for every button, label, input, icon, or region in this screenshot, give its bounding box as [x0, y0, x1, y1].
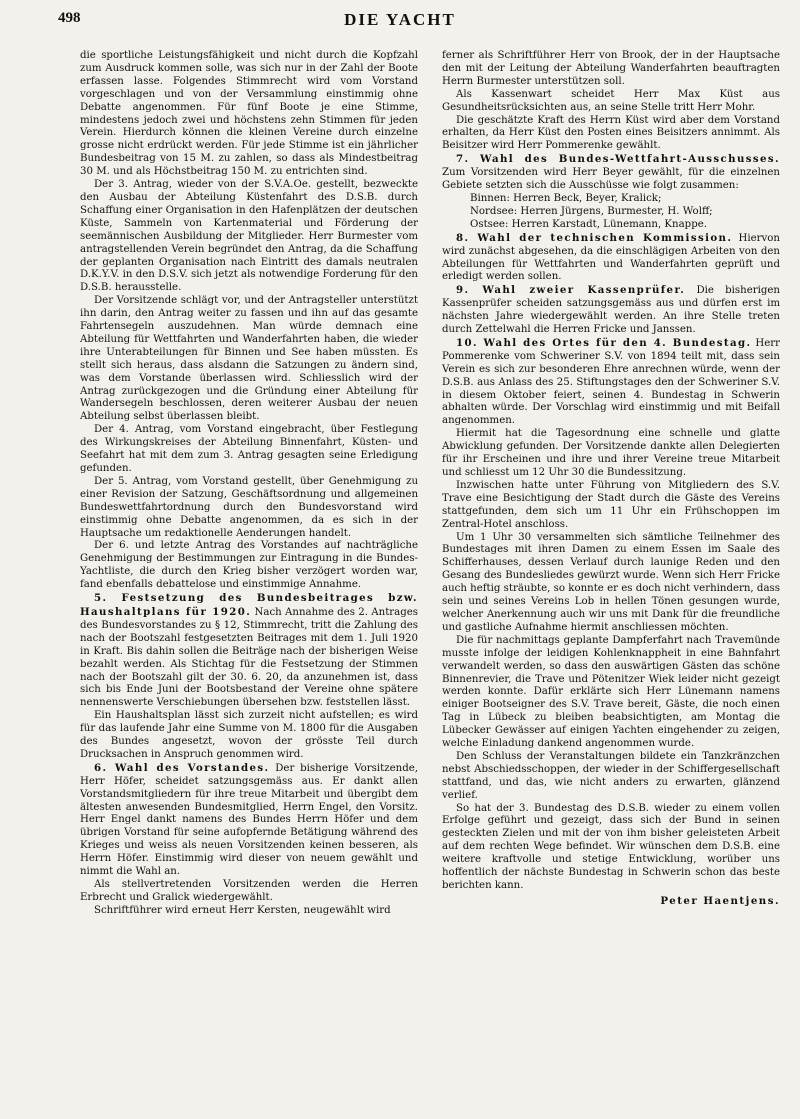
paragraph-text: Der 6. und letzte Antrag des Vorstandes auf nachträgliche Genehmigung der Bestimmungen zur Eintragung in die Bundes-Yachtliste, die durch den Krieg bisher verzögert worden war, fand ebenfalls debattelose und einstimmige Annahme. — [80, 540, 418, 591]
paragraph-text: Ein Haushaltsplan lässt sich zurzeit nicht aufstellen; es wird für das laufende Jahr eine Summe von M. 1800 für die Ausgaben des Bundes angesetzt, wovon der grösste Teil durch Drucksachen in Anspruch genommen wird. — [80, 710, 418, 760]
section-heading: 10. Wahl des Ortes für den 4. Bundestag. — [456, 336, 752, 349]
paragraph-text: Der bisherige Vorsitzende, Herr Höfer, scheidet satzungsgemäss aus. Er dankt allen Vorstandsmitgliedern für ihre treue Mitarbeit und übergibt dem ältesten anwesenden Bundesmitglied, Herrn Engel, den Vorsitz. Herr Engel dankt namens des Bundes Herrn Höfer und dem übrigen Vorstand für seine aufopfernde Betätigung während des Krieges und weiss als neuen Vorsitzenden keinen besseren, als Herrn Höfer. Einstimmig wird dieser von neuem gewählt und nimmt die Wahl an. — [80, 762, 418, 878]
section-heading: 9. Wahl zweier Kassenprüfer. — [456, 284, 686, 297]
paragraph — [80, 50, 418, 179]
paragraph-text: Schriftführer wird erneut Herr Kersten, neugewählt wird — [94, 904, 391, 916]
committee-members: Herren Karstadt, Lünemann, Knappe. — [511, 218, 707, 230]
paragraph-text: Nach Annahme des 2. Antrages des Bundesvorstandes zu § 12, Stimmrecht, tritt die Zahlung des nach der Bootszahl festgesetzten Beitrages mit dem 1. Juli 1920 in Kraft. Bis dahin sollen die Beiträge nach der bisherigen Weise bezahlt werden. Als Stichtag für die Festsetzung der Stimmen nach der Bootszahl gilt der 30. 6. 20, da anzunehmen ist, dass sich bis Ende Juni der Bootsbestand der Vereine ohne spätere nennenswerte Verschiebungen übersehen bzw. feststellen lässt. — [80, 606, 419, 709]
paragraph — [80, 540, 418, 592]
committee-members: Herren Beck, Beyer, Kralick; — [513, 192, 662, 204]
committee-entry — [442, 219, 780, 232]
paragraph-text: Herr Pommerenke vom Schweriner S.V. von 1894 teilt mit, dass sein Verein es sich zur besonderen Ehre anrechnen würde, wenn der D.S.B. aus Anlass des 25. Stiftungstages den der Schweriner S.V. in diesem Oktober feiert, seinen 4. Bundestag in Schwerin abhalten würde. Der Vorschlag wird einstimmig und mit Beifall angenommen. — [442, 337, 780, 427]
committee-region: Ostsee: — [470, 218, 509, 230]
paragraph — [442, 532, 780, 635]
paragraph — [80, 424, 418, 476]
paragraph-text: ferner als Schriftführer Herr von Brook, der in der Hauptsache den mit der Leitung der Abteilung Wanderfahrten beauftragten Herrn Burmester unterstützen soll. — [442, 50, 780, 87]
paragraph — [442, 751, 780, 803]
committee-members: Herren Jürgens, Burmester, H. Wolff; — [520, 205, 713, 217]
paragraph-text: Zum Vorsitzenden wird Herr Beyer gewählt, für die einzelnen Gebiete setzten sich die Ausschüsse wie folgt zusammen: — [442, 167, 780, 192]
section-heading: 7. Wahl des Bundes-Wettfahrt-Ausschusses. — [456, 153, 780, 166]
paragraph — [442, 115, 780, 154]
paragraph-text: Der 3. Antrag, wieder von der S.V.A.Oe. gestellt, bezweckte den Ausbau der Abteilung Küstenfahrt des D.S.B. durch Schaffung einer Organisation in den Hafenplätzen der deutschen Küste, Sammeln von Kartenmaterial und Förderung der seemännischen Ausbildung der Mitglieder. Herr Burmester vom antragstellenden Verein begründet den Antrag, da die Schaffung der geplanten Organisation nach Eintritt des damals neutralen D.K.Y.V. in den D.S.V. sich jetzt als notwendige Forderung für den D.S.B. herausstelle. — [80, 179, 418, 294]
paragraph-text: Der 5. Antrag, vom Vorstand gestellt, über Genehmigung zu einer Revision der Satzung, Geschäftsordnung und allgemeinen Bundeswettfahrtordnung durch den Bundesvorstand wird einstimmig ohne Debatte angenommen, da es sich in der Hauptsache um redaktionelle Aenderungen handelt. — [80, 475, 418, 539]
paragraph — [442, 428, 780, 480]
paragraph — [80, 879, 418, 905]
paragraph — [80, 905, 418, 918]
paragraph — [80, 295, 418, 424]
paragraph — [442, 635, 780, 751]
paragraph-text: Hiermit hat die Tagesordnung eine schnelle und glatte Abwicklung gefunden. Der Vorsitzende dankte allen Delegierten für ihr Erscheinen und ihre und ihrer Vereine treue Mitarbeit und schliesst um 12 Uhr 30 die Bundessitzung. — [442, 428, 780, 478]
paragraph-text: die sportliche Leistungsfähigkeit und nicht durch die Kopfzahl zum Ausdruck kommen solle, was sich nur in der Zahl der Boote erfassen lasse. Folgendes Stimmrecht wird vom Vorstand vorgeschlagen und von der Versammlung einstimmig ohne Debatte angenommen. Für fünf Boote je eine Stimme, mindestens jedoch zwei und höchstens zehn Stimmen für jeden Verein. Hierdurch können die kleinen Vereine durch einzelne grosse nicht erdrückt werden. Für jede Stimme ist ein jährlicher Bundesbeitrag von 15 M. zu zahlen, so dass als Mindestbeitrag 30 M. und als Höchstbeitrag 150 M. zu entrichten sind. — [80, 50, 418, 178]
section-heading: 6. Wahl des Vorstandes. — [94, 761, 270, 774]
committee-entry — [442, 206, 780, 219]
paragraph — [442, 232, 780, 285]
right-column — [442, 50, 780, 908]
paragraph-text: Inzwischen hatte unter Führung von Mitgliedern des S.V. Trave eine Besichtigung der Stadt durch die Gäste des Vereins stattgefunden, dem sich um 11 Uhr ein Frühschoppen im Zentral-Hotel anschloss. — [442, 479, 780, 530]
paragraph — [442, 803, 780, 893]
paragraph-text: Die geschätzte Kraft des Herrn Küst wird aber dem Vorstand erhalten, da Herr Küst den Posten eines Beisitzers annimmt. Als Beisitzer wird Herr Pommerenke gewählt. — [442, 114, 780, 152]
left-column — [80, 50, 418, 918]
committee-list — [442, 193, 780, 232]
right-column-part-1 — [442, 50, 780, 193]
paragraph-text: Die für nachmittags geplante Dampferfahrt nach Travemünde musste infolge der leidigen Kohlenknappheit in eine Bahnfahrt verwandelt werden, so dass den auswärtigen Gästen das schöne Binnenrevier, die Trave und Pötenitzer Wiek leider nicht gezeigt werden konnte. Dafür erklärte sich Herr Lünemann namens einiger Bootseigner des S.V. Trave bereit, Gäste, die noch einen Tag in Lübeck zu bleiben beabsichtigten, am Montag die Lübecker Gewässer auf einigen Yachten eingehender zu zeigen, welche Einladung dankend angenommen wurde. — [442, 634, 780, 750]
paragraph-text: Als Kassenwart scheidet Herr Max Küst aus Gesundheitsrücksichten aus, an seine Stelle tritt Herr Mohr. — [442, 88, 780, 113]
committee-region: Nordsee: — [470, 205, 518, 217]
paragraph — [442, 480, 780, 532]
paragraph-text: So hat der 3. Bundestag des D.S.B. wieder zu einem vollen Erfolge geführt und gezeigt, dass sich der Bund in seinen gesteckten Zielen und mit der von ihm bisher geleisteten Arbeit auf dem rechten Wege befindet. Wir wünschen dem D.S.B. eine weitere kraftvolle und stetige Entwicklung, worüber uns hoffentlich der nächste Bundestag in Schwerin schon das beste berichten kann. — [442, 802, 780, 891]
paragraph-text: Der 4. Antrag, vom Vorstand eingebracht, über Festlegung des Wirkungskreises der Abteilung Binnenfahrt, Küsten- und Seefahrt hat mit dem zum 3. Antrag gesagten seine Erledigung gefunden. — [80, 424, 418, 474]
paragraph — [80, 762, 418, 879]
paragraph-text: Der Vorsitzende schlägt vor, und der Antragsteller unterstützt ihn darin, den Antrag weiter zu fassen und ihn auf das gesamte Fahrtensegeln auszudehnen. Man würde demnach eine Abteilung für Wettfahrten und Wanderfahrten haben, die wieder ihre Unterabteilungen für Binnen und See haben müssten. Es stellt sich heraus, dass alsdann die Satzungen zu ändern sind, was dem Vorstande überlassen wird. Schliesslich wird der Antrag zurückgezogen und die Gründung einer Abteilung für Wandersegeln beschlossen, deren weiterer Ausbau der neuen Abteilung selbst überlassen bleibt. — [80, 295, 418, 423]
paragraph — [80, 179, 418, 295]
page-number: 498 — [58, 10, 81, 26]
signature: Peter Haentjens. — [660, 894, 780, 907]
paragraph — [80, 476, 418, 541]
page-header: DIE YACHT — [344, 10, 456, 29]
right-column-part-2 — [442, 232, 780, 893]
paragraph — [80, 592, 418, 710]
paragraph — [442, 153, 780, 193]
committee-entry — [442, 193, 780, 206]
section-heading: 5. Festsetzung des Bundesbeitrages bzw. Haushaltplans für 1920. — [80, 592, 418, 618]
paragraph-text: Als stellvertretenden Vorsitzenden werden die Herren Erbrecht und Gralick wiedergewählt. — [80, 879, 418, 903]
committee-region: Binnen: — [470, 192, 510, 204]
paragraph — [442, 50, 780, 89]
paragraph-text: Die bisherigen Kassenprüfer scheiden satzungsgemäss aus und dürfen erst im nächsten Jahre wiedergewählt werden. An ihre Stelle treten durch Zettelwahl die Herren Fricke und Janssen. — [442, 285, 780, 336]
paragraph — [442, 284, 780, 337]
paragraph-text: Um 1 Uhr 30 versammelten sich sämtliche Teilnehmer des Bundestages mit ihren Damen zu einem Essen im Saale des Schifferhauses, dessen Verlauf durch launige Reden und den Gesang des Bundesliedes gewürzt wurde. Wenn sich Herr Fricke auch heftig sträubte, so konnte er es doch nicht verhindern, dass sein und seines Vereins Lob in hellen Tönen gesungen wurde, welcher Anerkennung auch wir uns mit Dank für die freundliche und gastliche Aufnahme hiermit anschliessen möchten. — [442, 531, 780, 633]
paragraph-text: Den Schluss der Veranstaltungen bildete ein Tanzkränzchen nebst Abschiedsschoppen, der wieder in der Schiffergesellschaft stattfand, und das, wie nicht anders zu erwarten, glänzend verlief. — [442, 750, 780, 801]
paragraph — [80, 710, 418, 762]
paragraph-text: Hiervon wird zunächst abgesehen, da die einschlägigen Arbeiten von den Abteilungen für Wettfahrten und Wanderfahrten geprüft und erledigt werden sollen. — [442, 232, 780, 283]
paragraph — [442, 89, 780, 115]
section-heading: 8. Wahl der technischen Kommission. — [456, 231, 733, 244]
paragraph — [442, 337, 780, 428]
